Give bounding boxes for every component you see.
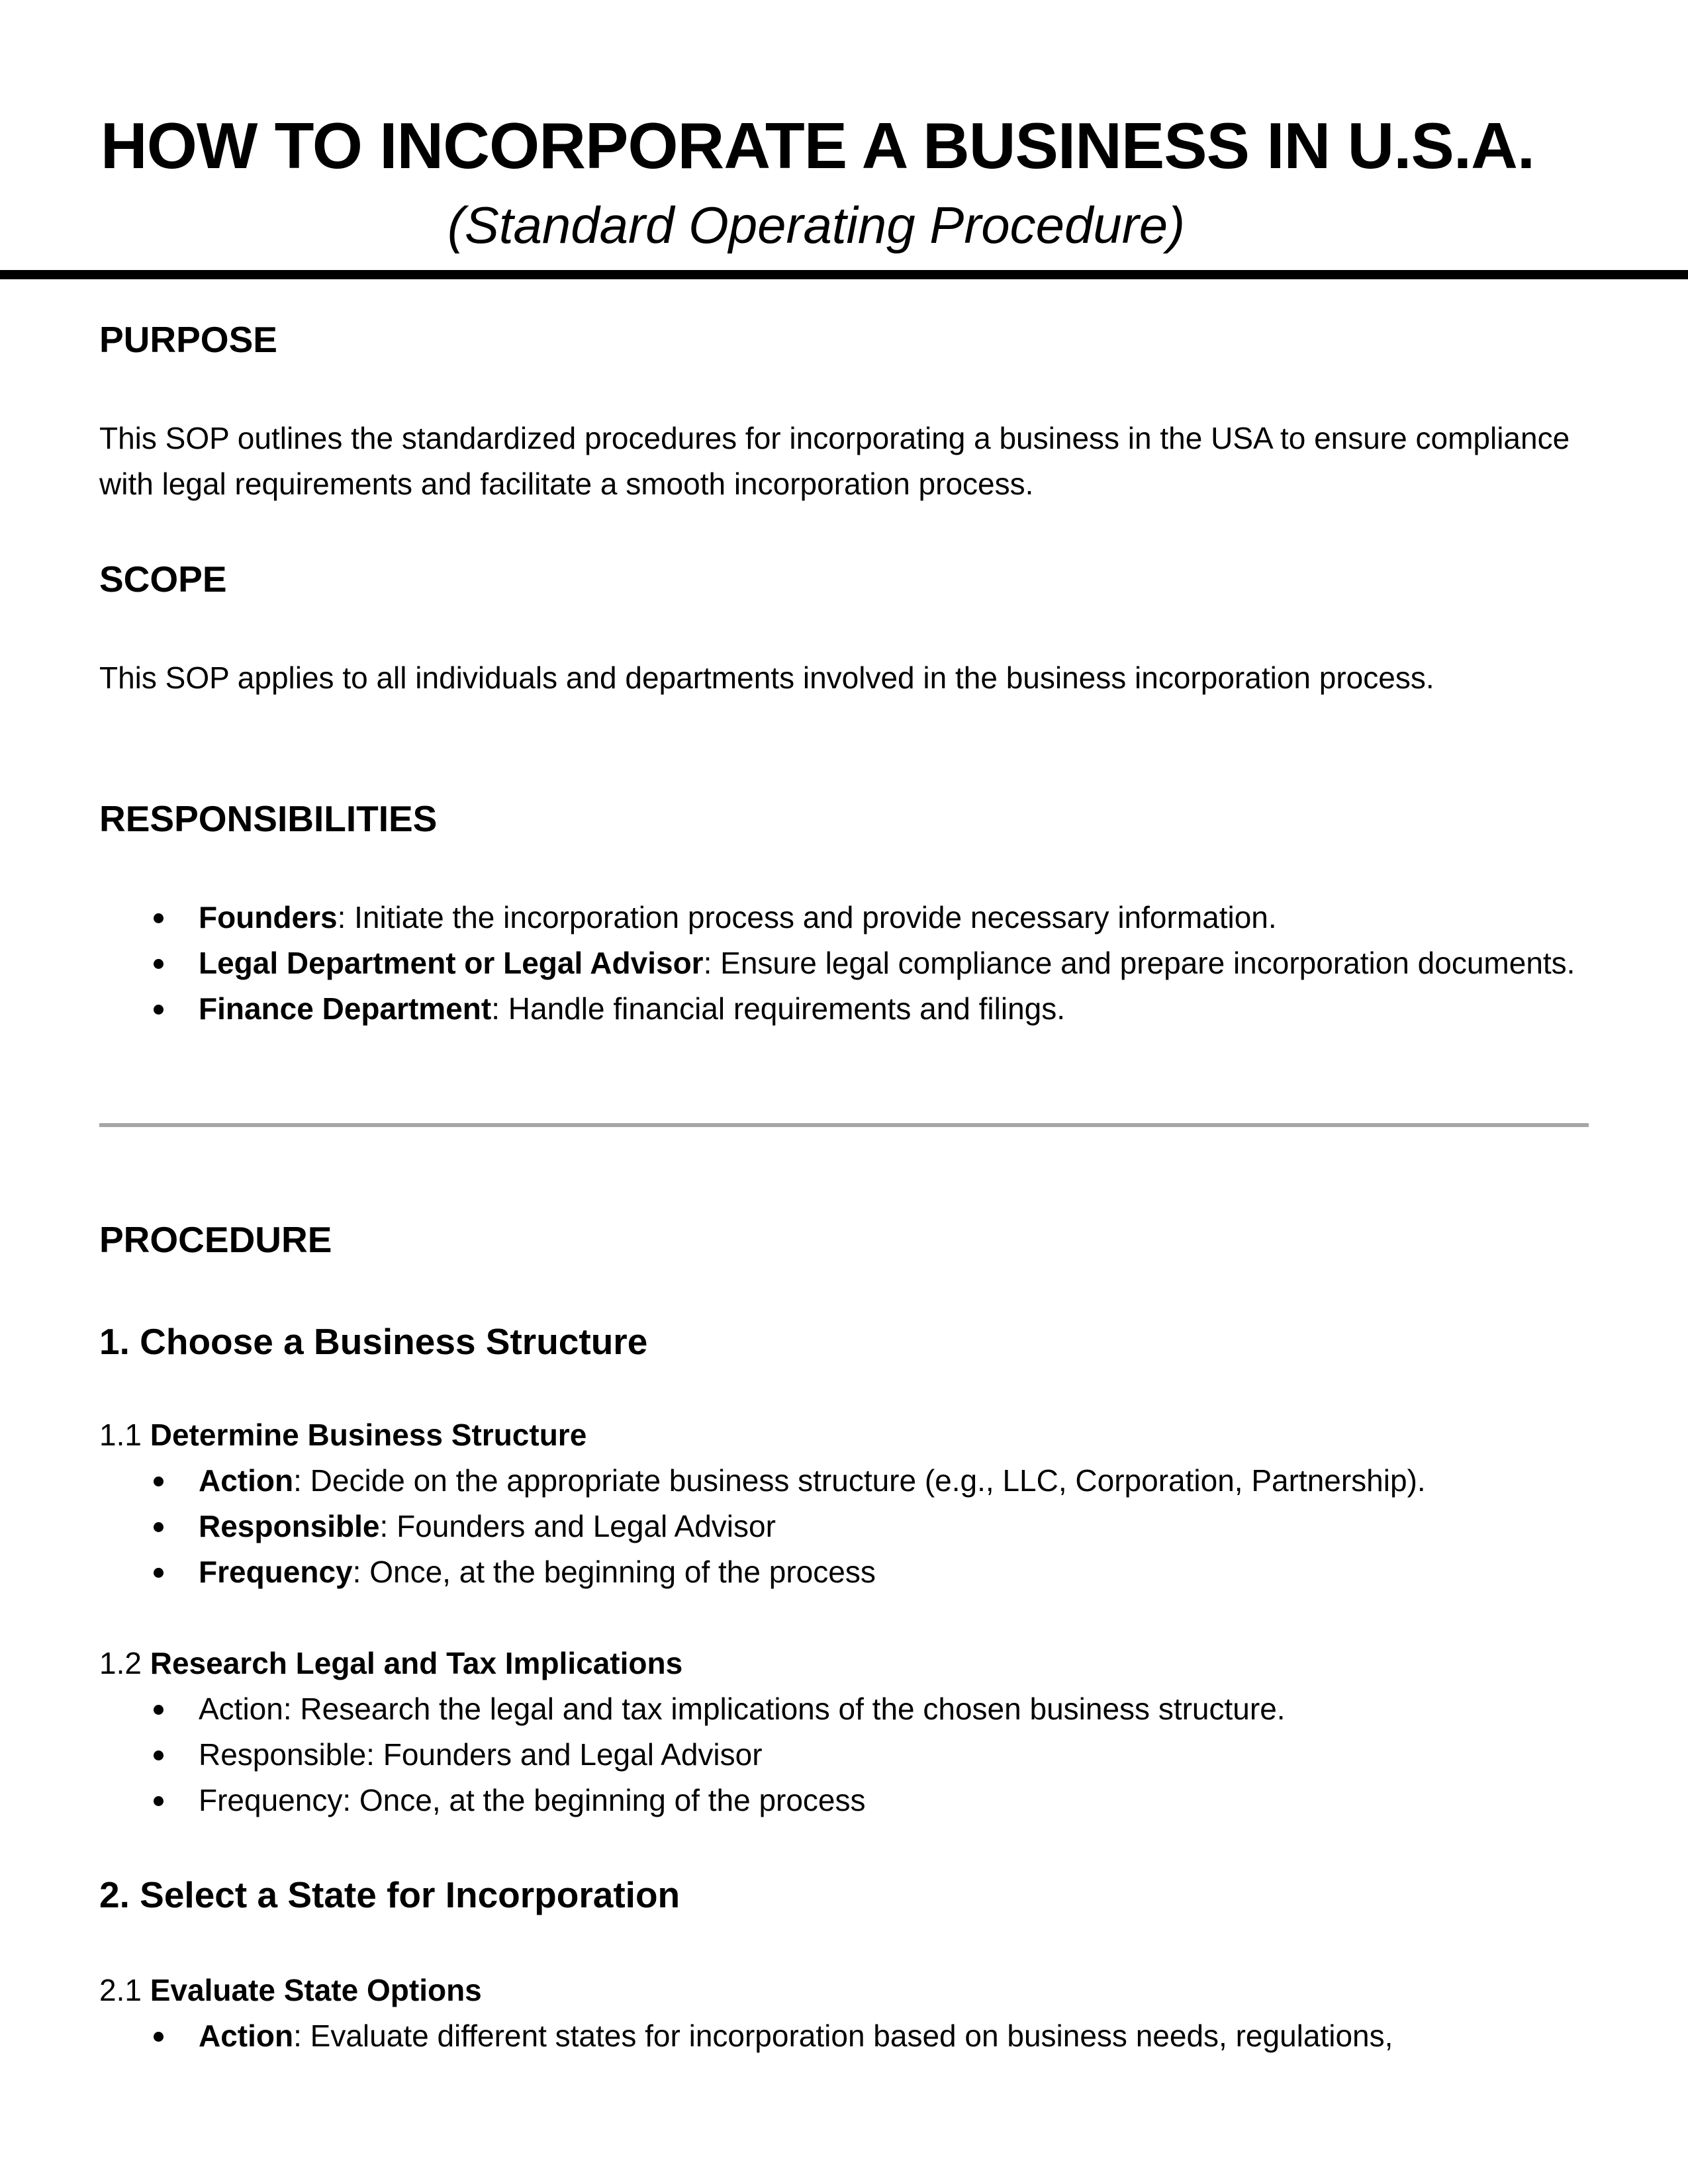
item-label: Legal Department or Legal Advisor (199, 946, 704, 980)
procedure-heading: PROCEDURE (99, 1219, 332, 1260)
item-text: : Ensure legal compliance and prepare incorporation documents. (703, 946, 1575, 980)
sub-number: 1.2 (99, 1646, 150, 1680)
step2-1-list (99, 2013, 1589, 2059)
item-label: Founders (199, 900, 338, 934)
document-title: HOW TO INCORPORATE A BUSINESS IN U.S.A. (100, 109, 1535, 182)
scope-text: This SOP applies to all individuals and departments involved in the business incorporation process. (99, 660, 1434, 695)
list-item: Responsible: Founders and Legal Advisor (99, 1732, 1589, 1778)
item-label: Action (199, 2019, 294, 2053)
list-item: Action: Research the legal and tax implications of the chosen business structure. (99, 1686, 1589, 1732)
item-text: : Decide on the appropriate business structure (e.g., LLC, Corporation, Partnership). (293, 1463, 1426, 1498)
step2-heading: 2. Select a State for Incorporation (99, 1874, 680, 1915)
responsibilities-list (99, 895, 1589, 1032)
sub-number: 1.1 (99, 1418, 150, 1452)
document-subtitle: (Standard Operating Procedure) (447, 196, 1186, 254)
list-item (99, 986, 1589, 1032)
item-text: : Initiate the incorporation process and provide necessary information. (337, 900, 1277, 934)
list-item (99, 940, 1589, 986)
sub-title: Determine Business Structure (150, 1418, 587, 1452)
step1-2-heading (99, 1641, 682, 1686)
item-label: Action (199, 1463, 294, 1498)
step1-2-list (99, 1686, 1589, 1823)
sub-title: Evaluate State Options (150, 1973, 482, 2007)
step2-1-heading (99, 1968, 482, 2013)
list-item: Frequency: Once, at the beginning of the process (99, 1778, 1589, 1823)
scope-heading: SCOPE (99, 559, 227, 600)
list-item (99, 895, 1589, 940)
header-divider (0, 270, 1688, 279)
item-text: : Handle financial requirements and filings. (491, 991, 1066, 1026)
list-item (99, 1458, 1589, 1504)
item-text: : Evaluate different states for incorporation based on business needs, regulations, (293, 2019, 1393, 2053)
purpose-text: This SOP outlines the standardized procedures for incorporating a business in the USA to ensure compliance with legal requirements and facilitate a smooth incorporation process. (99, 421, 1570, 501)
sub-number: 2.1 (99, 1973, 150, 2007)
step1-1-list (99, 1458, 1589, 1595)
list-item (99, 1504, 1589, 1549)
step1-heading: 1. Choose a Business Structure (99, 1321, 648, 1362)
item-label: Responsible (199, 1509, 380, 1543)
item-label: Finance Department (199, 991, 492, 1026)
section-divider (99, 1123, 1589, 1127)
purpose-heading: PURPOSE (99, 319, 277, 360)
item-text: : Once, at the beginning of the process (352, 1555, 876, 1589)
list-item (99, 2013, 1589, 2059)
responsibilities-heading: RESPONSIBILITIES (99, 798, 438, 839)
item-label: Frequency (199, 1555, 353, 1589)
step1-1-heading (99, 1412, 586, 1458)
sub-title: Research Legal and Tax Implications (150, 1646, 683, 1680)
item-text: : Founders and Legal Advisor (379, 1509, 776, 1543)
list-item (99, 1549, 1589, 1595)
